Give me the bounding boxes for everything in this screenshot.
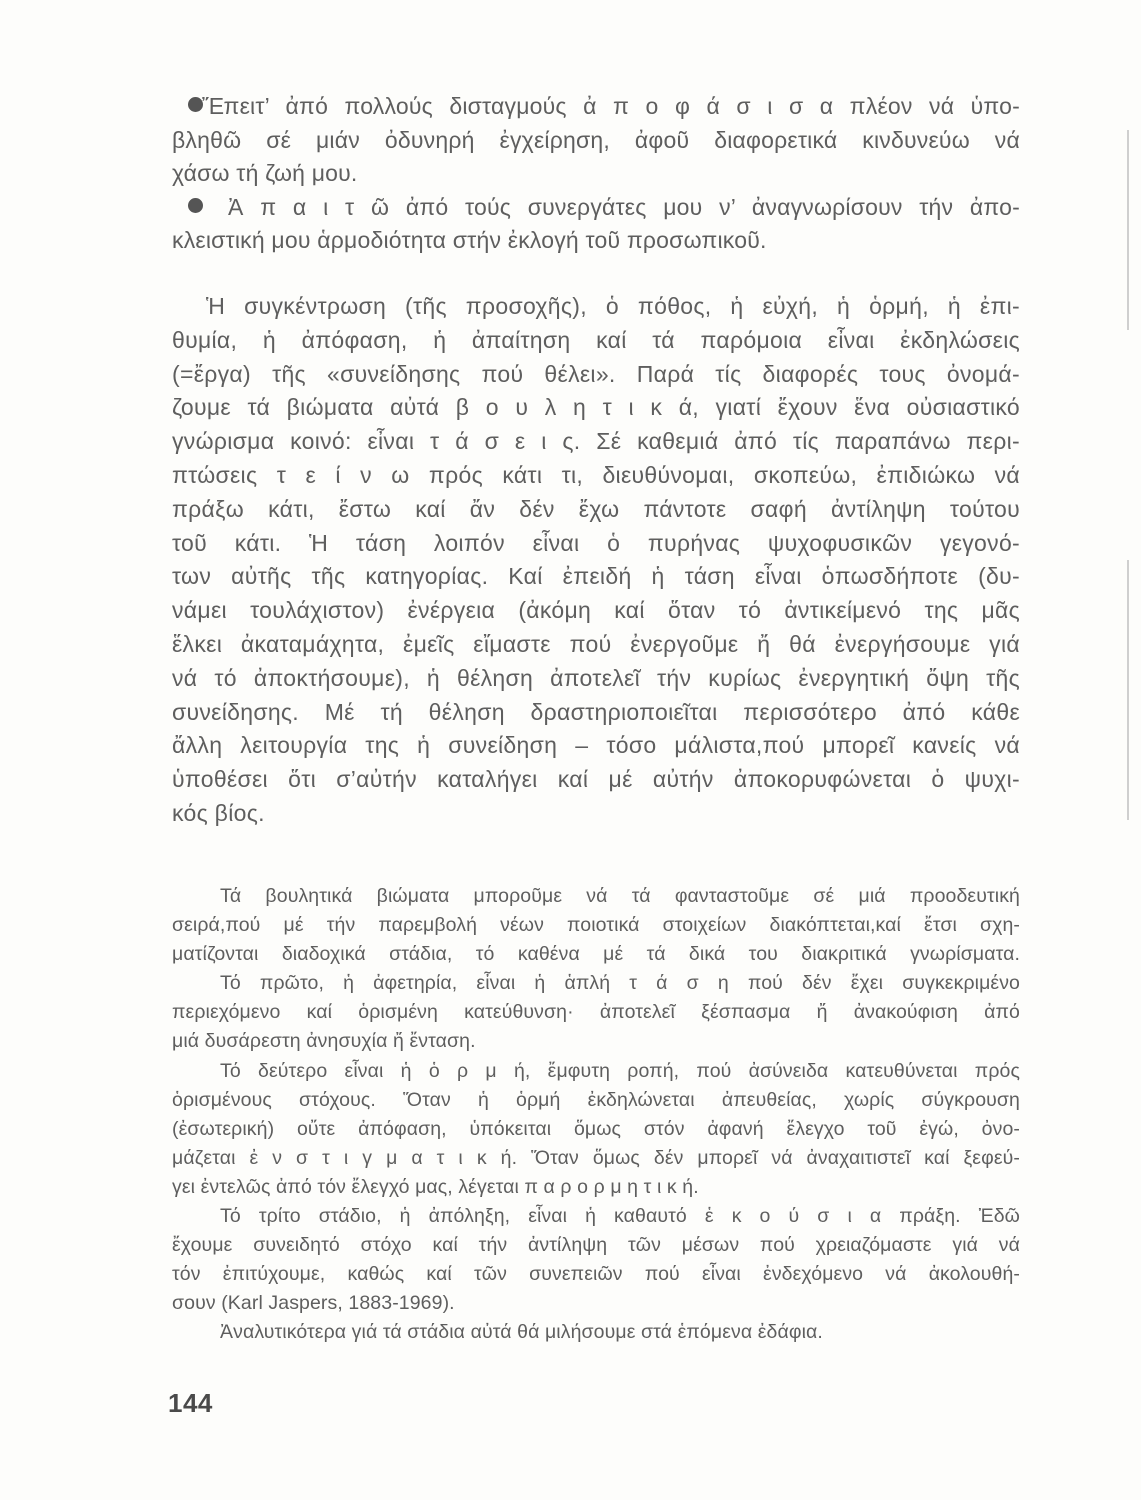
paragraph-1-line: ζουμε τά βιώματα αὐτά β ο υ λ η τ ι κ ά, γιατί ἔχουν ἕνα οὐσιαστικό bbox=[172, 394, 1020, 421]
paragraph-2-line: μιά δυσάρεστη ἀνησυχία ἤ ἔνταση. bbox=[172, 1030, 476, 1053]
paragraph-2-line: σουν (Karl Jaspers, 1883-1969). bbox=[172, 1292, 455, 1315]
paragraph-1-line: πτώσεις τ ε ί ν ω πρός κάτι τι, διευθύνομαι, σκοπεύω, ἐπιδιώκω νά bbox=[172, 461, 1020, 488]
paragraph-1-line: των αὐτῆς τῆς κατηγορίας. Καί ἐπειδή ἡ τάση εἶναι ὁπωσδήποτε (δυ- bbox=[172, 563, 1020, 590]
bullet-2-line-1: Ἀ π α ι τ ῶ ἀπό τούς συνεργάτες μου ν’ ἀναγνωρίσουν τήν ἀπο- bbox=[228, 193, 1020, 220]
paragraph-2-line: Τό πρῶτο, ἡ ἀφετηρία, εἶναι ἡ ἁπλή τ ά σ η πού δέν ἔχει συγκεκριμένο bbox=[220, 972, 1020, 995]
paragraph-1-line: ἄλλη λειτουργία της ἡ συνείδηση – τόσο μάλιστα,πού μπορεῖ κανείς νά bbox=[172, 732, 1020, 759]
paragraph-1-line: Ἡ συγκέντρωση (τῆς προσοχῆς), ὁ πόθος, ἡ εὐχή, ἡ ὁρμή, ἡ ἐπι- bbox=[206, 293, 1020, 319]
page-number: 144 bbox=[168, 1388, 213, 1418]
paragraph-1-line: συνείδησης. Μέ τή θέληση δραστηριοποιεῖται περισσότερο ἀπό κάθε bbox=[172, 698, 1020, 725]
bullet-list bbox=[172, 90, 1020, 258]
paragraph-2-line: περιεχόμενο καί ὁρισμένη κατεύθυνση· ἀποτελεῖ ξέσπασμα ἤ ἀνακούφιση ἀπό bbox=[172, 1001, 1020, 1024]
paragraph-1-line: γνώρισμα κοινό: εἶναι τ ά σ ε ι ς. Σέ καθεμιά ἀπό τίς παραπάνω περι- bbox=[172, 428, 1020, 455]
paragraph-2-line: (ἐσωτερική) οὔτε ἀπόφαση, ὑπόκειται ὅμως στόν ἀφανή ἔλεγχο τοῦ ἐγώ, ὀνο- bbox=[172, 1117, 1020, 1140]
paragraph-2-line: ὁρισμένους στόχους. Ὅταν ἡ ὁρμή ἐκδηλώνεται ἀπευθείας, χωρίς σύγκρουση bbox=[172, 1088, 1020, 1111]
paragraph-1 bbox=[172, 290, 1020, 831]
page-edge-mark bbox=[1127, 130, 1129, 330]
paragraph-1-line: (=ἔργα) τῆς «συνείδησης πού θέλει». Παρά τίς διαφορές τους ὀνομά- bbox=[172, 360, 1020, 387]
paragraph-1-line: τοῦ κάτι. Ἡ τάση λοιπόν εἶναι ὁ πυρήνας ψυχοφυσικῶν γεγονό- bbox=[172, 529, 1020, 556]
paragraph-2-line: τόν ἐπιτύχουμε, καθώς καί τῶν συνεπειῶν πού εἶναι ἐνδεχόμενο νά ἀκολουθή- bbox=[172, 1263, 1020, 1286]
paragraph-1-line: ἕλκει ἀκαταμάχητα, ἐμεῖς εἴμαστε πού ἐνεργοῦμε ἤ θά ἐνεργήσουμε γιά bbox=[172, 630, 1020, 657]
paragraph-2-line: μάζεται ἐ ν σ τ ι γ μ α τ ι κ ή. Ὅταν ὅμως δέν μπορεῖ νά ἀναχαιτιστεῖ καί ξεφεύ- bbox=[172, 1146, 1020, 1169]
paragraph-1-line: νά τό ἀποκτήσουμε), ἡ θέληση ἀποτελεῖ τήν κυρίως ἐνεργητική ὄψη τῆς bbox=[172, 664, 1020, 691]
paragraph-1-line: θυμία, ἡ ἀπόφαση, ἡ ἀπαίτηση καί τά παρόμοια εἶναι ἐκδηλώσεις bbox=[172, 326, 1020, 353]
paragraph-2-line: ματίζονται διαδοχικά στάδια, τό καθένα μέ τά δικά του διακριτικά γνωρίσματα. bbox=[172, 943, 1020, 966]
bullet-1-line-3: χάσω τή ζωή μου. bbox=[172, 160, 358, 186]
bullet-1-line-1: Ἔπειτ’ ἀπό πολλούς δισταγμούς ἀ π ο φ ά σ ι σ α πλέον νά ὑπο- bbox=[202, 93, 1020, 119]
paragraph-2-line: Τό τρίτο στάδιο, ἡ ἀπόληξη, εἶναι ἡ καθαυτό ἑ κ ο ύ σ ι α πράξη. Ἐδῶ bbox=[220, 1205, 1020, 1228]
paragraph-1-line: ὑποθέσει ὅτι σ’αὐτήν καταλήγει καί μέ αὐτήν ἀποκορυφώνεται ὁ ψυχι- bbox=[172, 766, 1020, 793]
bullet-1-line-2: βληθῶ σέ μιάν ὀδυνηρή ἐγχείρηση, ἀφοῦ διαφορετικά κινδυνεύω νά bbox=[172, 126, 1020, 153]
paragraph-2 bbox=[172, 882, 1020, 1348]
paragraph-2-line: Τό δεύτερο εἶναι ἡ ὁ ρ μ ή, ἔμφυτη ροπή, πού ἀσύνειδα κατευθύνεται πρός bbox=[220, 1059, 1020, 1082]
paragraph-2-line: ἔχουμε συνειδητό στόχο καί τήν ἀντίληψη τῶν μέσων πού χρειαζόμαστε γιά νά bbox=[172, 1234, 1020, 1257]
page-edge-mark bbox=[1127, 560, 1129, 820]
paragraph-2-line: σειρά,πού μέ τήν παρεμβολή νέων ποιοτικά στοιχείων διακόπτεται,καί ἔτσι σχη- bbox=[172, 914, 1020, 937]
bullet-2-line-2: κλειστική μου ἁρμοδιότητα στήν ἐκλογή τοῦ προσωπικοῦ. bbox=[172, 227, 767, 253]
paragraph-1-line: κός βίος. bbox=[172, 799, 265, 826]
paragraph-2-line: Ἀναλυτικότερα γιά τά στάδια αὐτά θά μιλήσουμε στά ἑπόμενα ἐδάφια. bbox=[220, 1321, 823, 1344]
paragraph-2-line: Τά βουλητικά βιώματα μποροῦμε νά τά φανταστοῦμε σέ μιά προοδευτική bbox=[220, 885, 1020, 907]
paragraph-1-line: πράξω κάτι, ἔστω καί ἄν δέν ἔχω πάντοτε σαφή ἀντίληψη τούτου bbox=[172, 495, 1020, 522]
paragraph-2-line: γει ἐντελῶς ἀπό τόν ἔλεγχό μας, λέγεται π α ρ ο ρ μ η τ ι κ ή. bbox=[172, 1175, 699, 1198]
paragraph-1-line: νάμει τουλάχιστον) ἐνέργεια (ἀκόμη καί ὅταν τό ἀντικείμενό της μᾶς bbox=[172, 597, 1020, 624]
